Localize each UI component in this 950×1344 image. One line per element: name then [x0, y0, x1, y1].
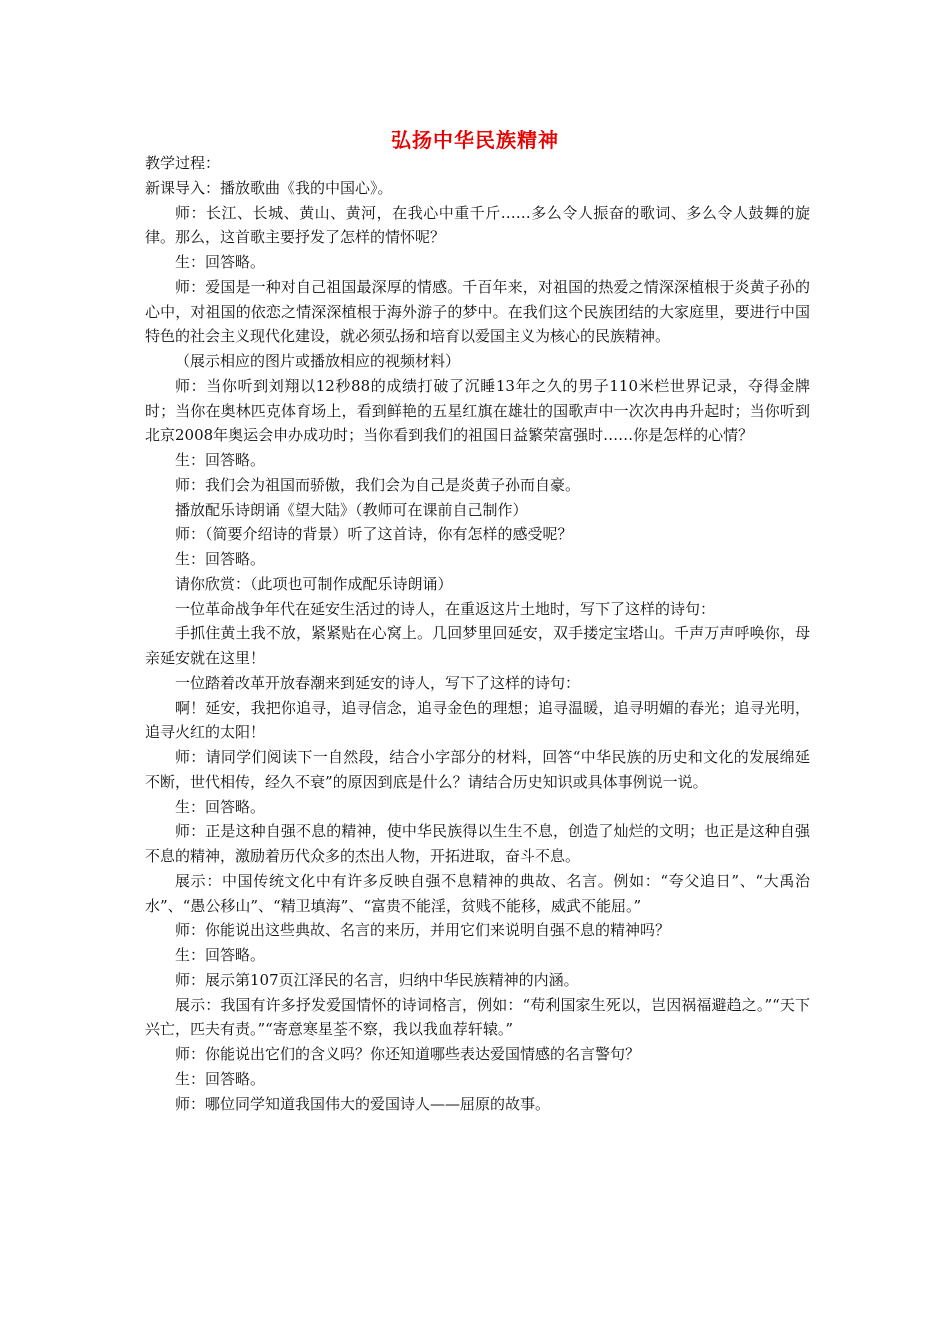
- page-title: 弘扬中华民族精神: [391, 128, 559, 152]
- paragraph: 啊！延安，我把你追寻，追寻信念，追寻金色的理想；追寻温暖，追寻明媚的春光；追寻光明，追寻火红的太阳！: [145, 698, 810, 742]
- paragraph: 师：正是这种自强不息的精神，使中华民族得以生生不息，创造了灿烂的文明；也正是这种自强不息的精神，激励着历代众多的杰出人物，开拓进取，奋斗不息。: [145, 822, 810, 865]
- paragraph: 展示：中国传统文化中有许多反映自强不息精神的典故、名言。例如：“夸父追日”、“大禹治水”、“愚公移山”、“精卫填海”、“富贵不能淫，贫贱不能移，威武不能屈。”: [145, 871, 810, 915]
- paragraph: 生：回答略。: [175, 797, 266, 816]
- document-body: [145, 151, 810, 1116]
- paragraph: 一位踏着改革开放春潮来到延安的诗人，写下了这样的诗句：: [175, 673, 581, 692]
- paragraph: 播放配乐诗朗诵《望大陆》（教师可在课前自己制作）: [175, 500, 528, 519]
- paragraph: （展示相应的图片或播放相应的视频材料）: [175, 352, 461, 370]
- paragraph: 师：爱国是一种对自己祖国最深厚的情感。千百年来，对祖国的热爱之情深深植根于炎黄子孙的心中，对祖国的依恋之情深深植根于海外游子的梦中。在我们这个民族团结的大家庭里，要进行中国特色的社会主义现代化建设，就必须弘扬和培育以爱国主义为核心的民族精神。: [145, 277, 810, 346]
- paragraph: 手抓住黄土我不放，紧紧贴在心窝上。几回梦里回延安，双手搂定宝塔山。千声万声呼唤你，母亲延安就在这里！: [145, 624, 810, 667]
- paragraph: 展示：我国有许多抒发爱国情怀的诗词格言，例如：“苟利国家生死以，岂因祸福避趋之。”“天下兴亡，匹夫有责。”“寄意寒星荃不察，我以我血荐轩辕。”: [145, 995, 810, 1039]
- paragraph: 师：展示第107页江泽民的名言，归纳中华民族精神的内涵。: [175, 970, 579, 989]
- paragraph: 新课导入：播放歌曲《我的中国心》。: [145, 178, 393, 197]
- paragraph: 生：回答略。: [175, 253, 266, 271]
- paragraph: 生：回答略。: [175, 1069, 266, 1088]
- paragraph: 师：请同学们阅读下一自然段，结合小字部分的材料，回答“中华民族的历史和文化的发展绵延不断，世代相传，经久不衰”的原因到底是什么？请结合历史知识或具体事例说一说。: [145, 748, 810, 791]
- paragraph: 生：回答略。: [175, 550, 266, 568]
- paragraph: 师：你能说出它们的含义吗？你还知道哪些表达爱国情感的名言警句？: [175, 1045, 641, 1063]
- paragraph: 师：（简要介绍诗的背景）听了这首诗，你有怎样的感受呢？: [175, 525, 573, 544]
- paragraph: 师：你能说出这些典故、名言的来历，并用它们来说明自强不息的精神吗？: [175, 921, 671, 940]
- paragraph: 一位革命战争年代在延安生活过的诗人，在重返这片土地时，写下了这样的诗句：: [175, 599, 716, 618]
- paragraph: 师：长江、长城、黄山、黄河，在我心中重千斤……多么令人振奋的歌词、多么令人鼓舞的旋律。那么，这首歌主要抒发了怎样的情怀呢？: [145, 203, 810, 247]
- paragraph: 生：回答略。: [175, 451, 266, 469]
- paragraph: 师：当你听到刘翔以12秒88的成绩打破了沉睡13年之久的男子110米栏世界记录，夺得金牌时；当你在奥林匹克体育场上，看到鲜艳的五星红旗在雄壮的国歌声中一次次冉冉升起时；当你听到北京2008年奥运会申办成功时；当你看到我们的祖国日益繁荣富强时……你是怎样的心情？: [145, 376, 810, 445]
- paragraph: 生：回答略。: [175, 946, 266, 964]
- paragraph: 师：哪位同学知道我国伟大的爱国诗人——屈原的故事。: [175, 1094, 551, 1113]
- paragraph: 师：我们会为祖国而骄傲，我们会为自己是炎黄子孙而自豪。: [175, 475, 581, 494]
- paragraph: 教学过程：: [145, 154, 221, 172]
- paragraph: 请你欣赏：（此项也可制作成配乐诗朗诵）: [175, 574, 453, 593]
